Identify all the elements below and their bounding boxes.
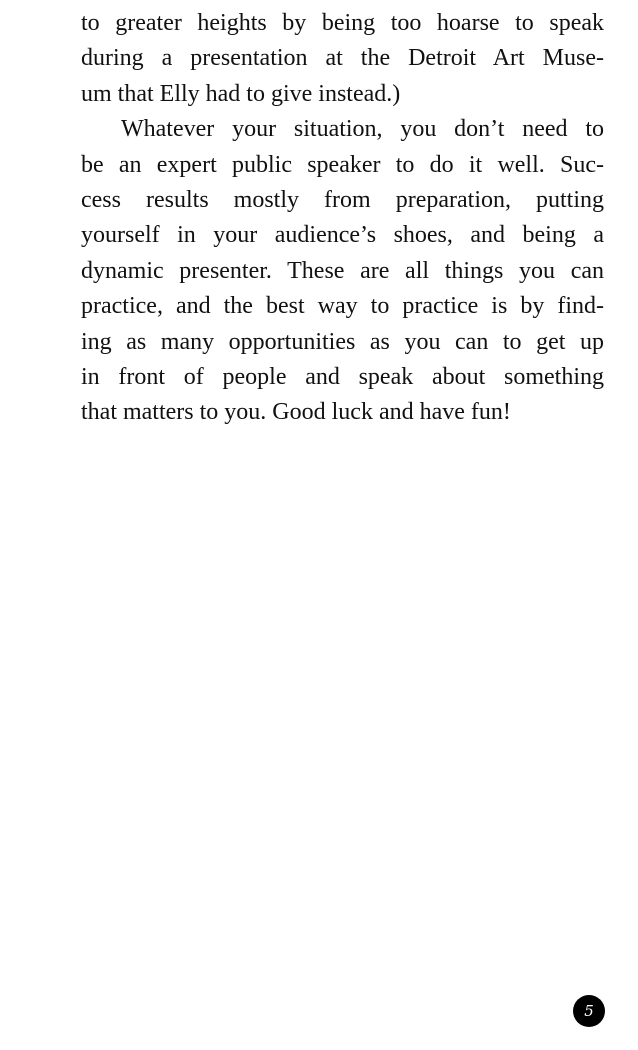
- text-line: be an expert public speaker to do it well. Suc-: [81, 151, 604, 178]
- text-line: dynamic presenter. These are all things you can: [81, 257, 604, 284]
- text-line: that matters to you. Good luck and have fun!: [81, 399, 511, 426]
- text-line: to greater heights by being too hoarse to speak: [81, 10, 604, 36]
- page-number-badge: 5: [573, 995, 605, 1027]
- text-line: Whatever your situation, you don’t need to: [121, 116, 604, 143]
- text-line: ing as many opportunities as you can to get up: [81, 328, 604, 355]
- body-text: [81, 6, 604, 431]
- text-line: um that Elly had to give instead.): [81, 80, 401, 107]
- paragraph-continued: [81, 6, 604, 112]
- text-line: during a presentation at the Detroit Art Muse-: [81, 45, 604, 72]
- paragraph-closing: [81, 112, 604, 431]
- text-line: cess results mostly from preparation, putting: [81, 186, 604, 213]
- text-line: yourself in your audience’s shoes, and being a: [81, 222, 604, 249]
- text-line: practice, and the best way to practice is by find-: [81, 293, 604, 320]
- text-line: in front of people and speak about something: [81, 363, 604, 390]
